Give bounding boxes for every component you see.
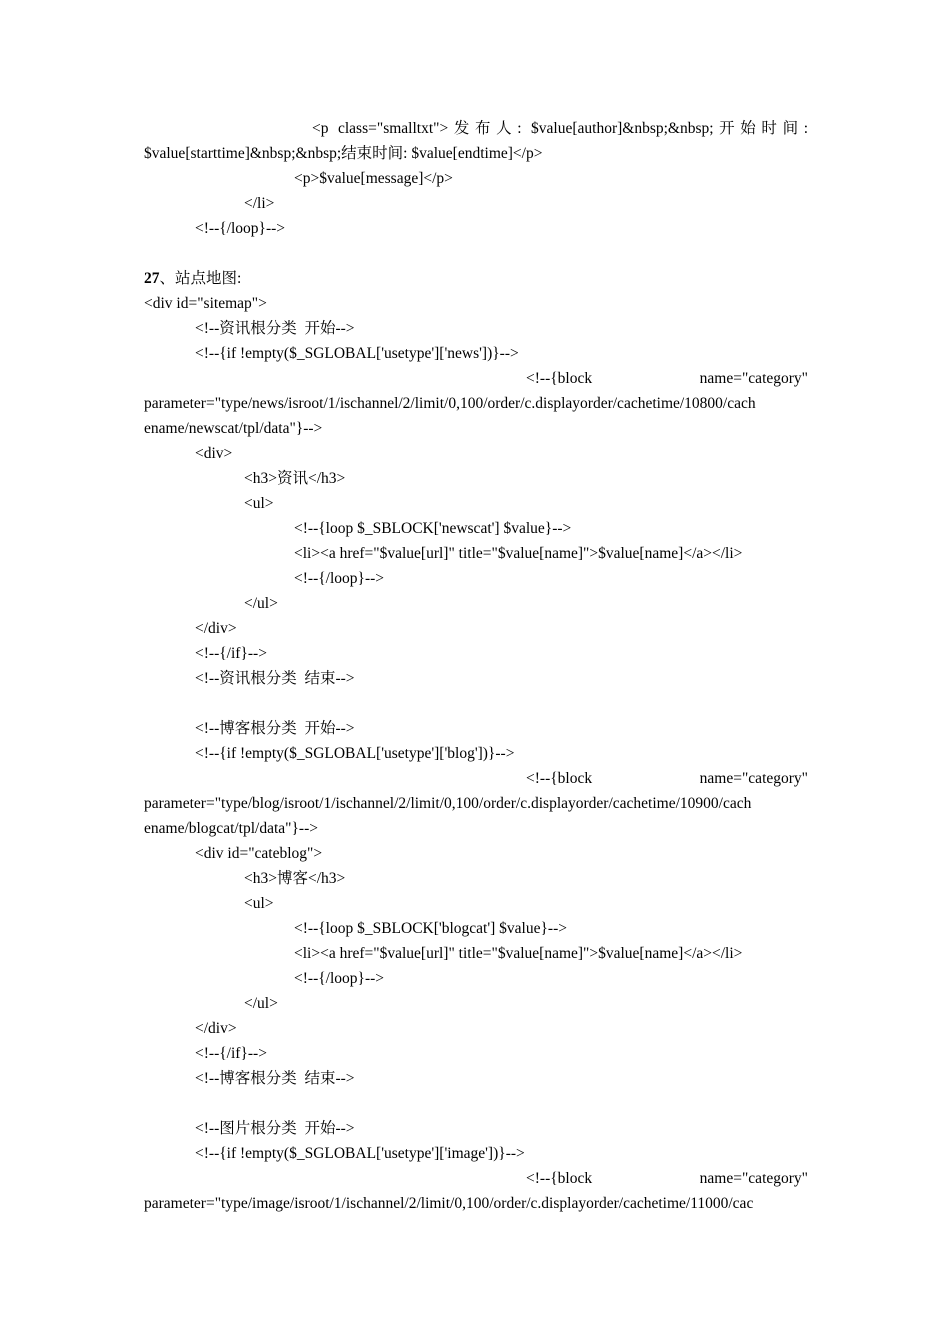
code-line: parameter="type/blog/isroot/1/ischannel/2/limit/0,100/order/c.displayorder/cachetime/10900/cach	[144, 795, 752, 812]
code-fragment: <!--{block	[526, 370, 593, 387]
code-line: </ul>	[244, 995, 278, 1012]
code-line: parameter="type/image/isroot/1/ischannel/2/limit/0,100/order/c.displayorder/cachetime/11000/cac	[144, 1195, 754, 1212]
section-number: 27	[144, 270, 160, 287]
code-line: <!--博客根分类 开始-->	[195, 720, 355, 737]
code-line: <!--{/loop}-->	[294, 970, 385, 987]
code-line: <!--资讯根分类 开始-->	[195, 320, 355, 337]
code-fragment: name="category"	[699, 770, 808, 787]
code-line: $value[starttime]&nbsp;&nbsp;结束时间: $value[endtime]</p>	[144, 145, 543, 162]
code-line: <p>$value[message]</p>	[294, 170, 453, 187]
code-line: <h3>资讯</h3>	[244, 470, 346, 487]
code-fragment: <!--{block	[526, 1170, 593, 1187]
code-line: <ul>	[244, 495, 274, 512]
code-line: <div id="sitemap">	[144, 295, 267, 312]
section-heading	[144, 266, 808, 291]
code-line: <div id="cateblog">	[195, 845, 323, 862]
code-line: </div>	[195, 620, 237, 637]
code-fragment: name="category"	[699, 370, 808, 387]
code-line: <!--{/if}-->	[195, 645, 267, 662]
code-line: ename/blogcat/tpl/data"}-->	[144, 820, 318, 837]
code-line: </li>	[244, 195, 275, 212]
code-line	[526, 766, 808, 791]
code-line: <!--资讯根分类 结束-->	[195, 670, 355, 687]
code-line: <p class="smalltxt">发布人: $value[author]&nbsp;&nbsp;开始时间:	[312, 120, 808, 137]
code-line: <!--{if !empty($_SGLOBAL['usetype']['news'])}-->	[195, 345, 519, 362]
section-title: 、站点地图:	[159, 270, 242, 287]
code-line: <!--{loop $_SBLOCK['blogcat'] $value}-->	[294, 920, 567, 937]
code-line: <h3>博客</h3>	[244, 870, 346, 887]
code-line: </div>	[195, 1020, 237, 1037]
code-line: ename/newscat/tpl/data"}-->	[144, 420, 323, 437]
code-line: </ul>	[244, 595, 278, 612]
code-fragment: <!--{block	[526, 770, 593, 787]
code-line: <!--博客根分类 结束-->	[195, 1070, 355, 1087]
code-line: <li><a href="$value[url]" title="$value[name]">$value[name]</a></li>	[294, 545, 743, 562]
code-fragment: name="category"	[699, 1170, 808, 1187]
code-line: <li><a href="$value[url]" title="$value[name]">$value[name]</a></li>	[294, 945, 743, 962]
code-line	[526, 366, 808, 391]
code-line: <div>	[195, 445, 233, 462]
code-line: <!--图片根分类 开始-->	[195, 1120, 355, 1137]
code-line: <!--{loop $_SBLOCK['newscat'] $value}-->	[294, 520, 572, 537]
code-line: <!--{if !empty($_SGLOBAL['usetype']['image'])}-->	[195, 1145, 525, 1162]
code-line: <!--{/loop}-->	[294, 570, 385, 587]
code-line: <!--{if !empty($_SGLOBAL['usetype']['blog'])}-->	[195, 745, 515, 762]
code-line: <!--{/loop}-->	[195, 220, 286, 237]
code-line	[526, 1166, 808, 1191]
code-line: <!--{/if}-->	[195, 1045, 267, 1062]
code-line: parameter="type/news/isroot/1/ischannel/2/limit/0,100/order/c.displayorder/cachetime/10800/cach	[144, 395, 756, 412]
code-line: <ul>	[244, 895, 274, 912]
